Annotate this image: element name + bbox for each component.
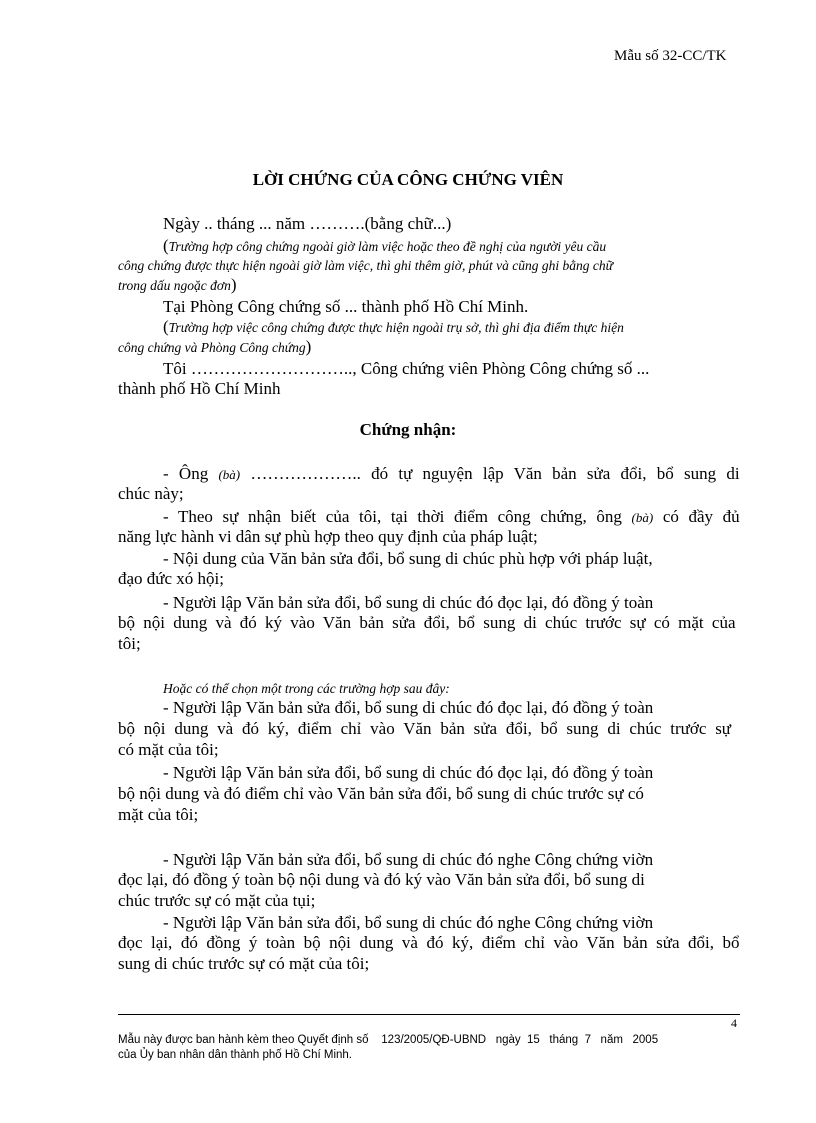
date-line: Ngày .. tháng ... năm ……….(bằng chữ...) — [163, 214, 452, 233]
alt-2-line-2: bộ nội dung và đó điểm chỉ vào Văn bản sửa đổi, bổ sung di chúc trước sự có — [118, 784, 644, 803]
text: - Theo sự nhận biết của tôi, tại thời điểm công chứng, ông — [163, 507, 632, 526]
alternative-heading: Hoặc có thể chọn một trong các trường hợp sau đây: — [163, 681, 450, 696]
page-number: 4 — [731, 1016, 737, 1030]
note-text: Trường hợp việc công chứng được thực hiện ngoài trụ sở, thì ghi địa điểm thực hiện — [168, 320, 624, 335]
alt-1-line-1: - Người lập Văn bản sửa đổi, bổ sung di chúc đó đọc lại, đó đồng ý toàn — [163, 698, 654, 717]
footer-line-2: của Ủy ban nhân dân thành phố Hồ Chí Minh. — [118, 1049, 352, 1061]
note-overtime-line-2: công chứng được thực hiện ngoài giờ làm việc, thì ghi thêm giờ, phút và cũng ghi bằng chữ — [118, 258, 613, 273]
paren-open: ( — [163, 236, 169, 255]
form-number: Mẫu số 32-CC/TK — [614, 48, 727, 64]
clause-4-line-2: bộ nội dung và đó ký vào Văn bản sửa đổi, bổ sung di chúc trước sự có mặt của — [118, 613, 736, 632]
paren-close: ) — [305, 337, 312, 356]
alt-4-line-2: đọc lại, đó đồng ý toàn bộ nội dung và đó ký, điểm chỉ vào Văn bản sửa đổi, bổ — [118, 933, 740, 952]
note-overtime-line-1 — [163, 237, 606, 255]
document-title: LỜI CHỨNG CỦA CÔNG CHỨNG VIÊN — [252, 170, 564, 189]
text: có đầy đủ — [653, 507, 740, 526]
alt-1-line-2: bộ nội dung và đó ký, điểm chỉ vào Văn bản sửa đổi, bổ sung di chúc trước sự — [118, 719, 732, 738]
clause-2-line-1 — [163, 507, 740, 528]
paren-open: ( — [163, 317, 169, 336]
alt-4-line-3: sung di chúc trước sự có mặt của tôi; — [118, 954, 370, 973]
note-location-line-2 — [118, 338, 311, 356]
alt-3-line-2: đọc lại, đó đồng ý toàn bộ nội dung và đó ký vào Văn bản sửa đổi, bổ sung di — [118, 870, 645, 889]
notary-line-2: thành phố Hồ Chí Minh — [118, 379, 281, 398]
clause-2-line-2: năng lực hành vi dân sự phù hợp theo quy định của pháp luật; — [118, 527, 538, 546]
alt-1-line-3: có mặt của tôi; — [118, 740, 219, 759]
notary-line-1: Tôi ……………………….., Công chứng viên Phòng Công chứng số ... — [163, 359, 650, 378]
clause-3-line-1: - Nội dung của Văn bản sửa đổi, bổ sung di chúc phù hợp với pháp luật, — [163, 549, 653, 568]
clause-4-line-3: tôi; — [118, 634, 141, 653]
alt-4-line-1: - Người lập Văn bản sửa đổi, bổ sung di chúc đó nghe Công chứng viờn — [163, 913, 654, 932]
note-text: công chứng và Phòng Công chứng — [118, 340, 306, 355]
alt-2-line-3: mặt của tôi; — [118, 805, 199, 824]
certify-heading: Chứng nhận: — [359, 420, 457, 439]
footer-line-1: Mẫu này được ban hành kèm theo Quyết định số 123/2005/QĐ-UBND ngày 15 tháng 7 năm 2005 — [118, 1034, 659, 1046]
clause-1-line-1 — [163, 464, 740, 485]
note-overtime-line-3 — [118, 276, 237, 294]
clause-4-line-1: - Người lập Văn bản sửa đổi, bổ sung di chúc đó đọc lại, đó đồng ý toàn — [163, 593, 654, 612]
place-line: Tại Phòng Công chứng số ... thành phố Hồ Chí Minh. — [163, 297, 529, 316]
alt-3-line-1: - Người lập Văn bản sửa đổi, bổ sung di chúc đó nghe Công chứng viờn — [163, 850, 654, 869]
gender-note: (bà) — [218, 467, 241, 482]
text: - Ông — [163, 464, 219, 483]
note-text: trong dấu ngoặc đơn — [118, 278, 231, 293]
paren-close: ) — [230, 275, 237, 294]
footer-divider — [118, 1014, 740, 1015]
note-location-line-1 — [163, 318, 624, 336]
gender-note: (bà) — [631, 510, 654, 525]
alt-2-line-1: - Người lập Văn bản sửa đổi, bổ sung di chúc đó đọc lại, đó đồng ý toàn — [163, 763, 654, 782]
clause-1-line-2: chúc này; — [118, 484, 184, 503]
text: ……………….. đó tự nguyện lập Văn bản sửa đổi, bổ sung di — [240, 464, 740, 483]
note-text: Trường hợp công chứng ngoài giờ làm việc hoặc theo đề nghị của người yêu cầu — [168, 239, 607, 254]
clause-3-line-2: đạo đức xó hội; — [118, 569, 225, 588]
alt-3-line-3: chúc trước sự có mặt của tụi; — [118, 891, 316, 910]
